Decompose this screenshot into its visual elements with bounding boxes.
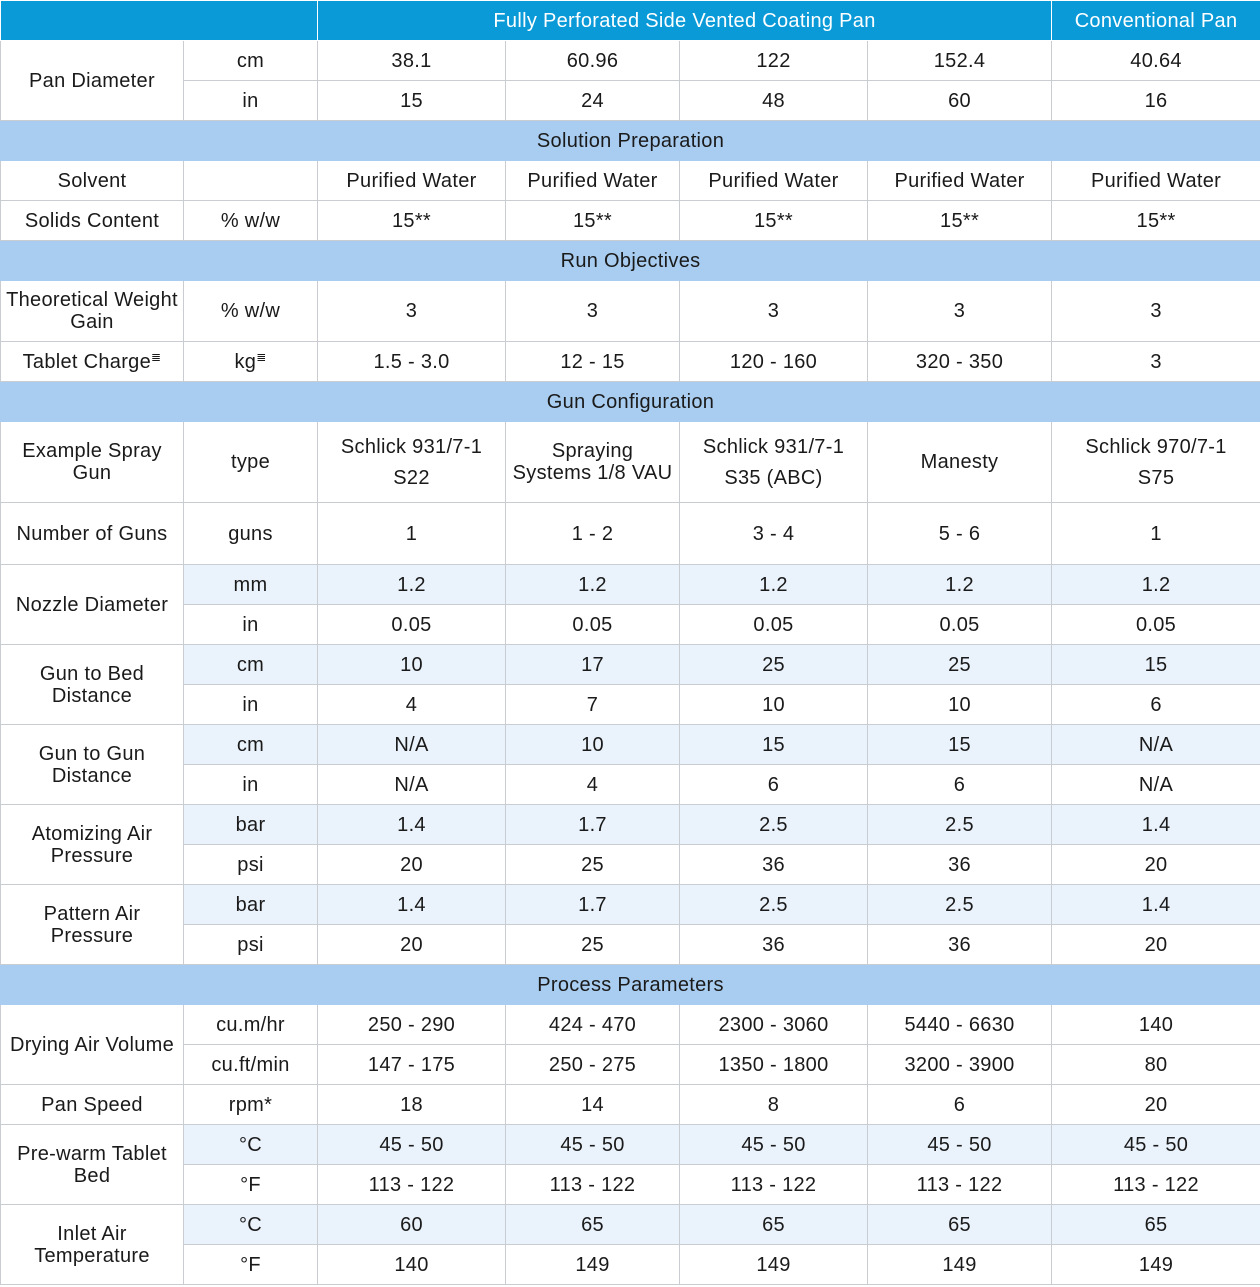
value-cell: 20 xyxy=(1052,845,1260,885)
value-cell: 17 xyxy=(506,645,680,685)
value-cell: Purified Water xyxy=(680,161,868,201)
value-cell: 1350 - 1800 xyxy=(680,1045,868,1085)
value-cell: 1 xyxy=(1052,503,1260,565)
row-label: Pan Diameter xyxy=(1,41,184,121)
value-cell xyxy=(868,422,1052,503)
section-row xyxy=(1,382,1260,422)
value-cell: 3 xyxy=(506,281,680,342)
value-cell: 2.5 xyxy=(680,885,868,925)
unit-cell: mm xyxy=(184,565,318,605)
value-cell: 1.5 - 3.0 xyxy=(318,342,506,382)
row-label: Theoretical Weight Gain xyxy=(1,281,184,342)
value-cell: Purified Water xyxy=(318,161,506,201)
unit-cell: in xyxy=(184,605,318,645)
unit-cell: cm xyxy=(184,645,318,685)
value-cell: 10 xyxy=(318,645,506,685)
row-label xyxy=(1,342,184,382)
value-cell: 45 - 50 xyxy=(1052,1125,1260,1165)
value-cell: 3 xyxy=(318,281,506,342)
value-cell xyxy=(506,422,680,503)
value-cell: 3 xyxy=(868,281,1052,342)
table-row xyxy=(1,201,1260,241)
value-cell: 80 xyxy=(1052,1045,1260,1085)
value-cell: N/A xyxy=(1052,765,1260,805)
value-cell: 3 xyxy=(1052,342,1260,382)
unit-text: kg xyxy=(234,350,257,373)
value-cell: 24 xyxy=(506,81,680,121)
value-cell: 12 - 15 xyxy=(506,342,680,382)
gun-nozzle-code: S35 (ABC) xyxy=(724,466,823,489)
unit-cell: guns xyxy=(184,503,318,565)
unit-cell: °F xyxy=(184,1165,318,1205)
unit-cell: in xyxy=(184,81,318,121)
value-cell: 15 xyxy=(868,725,1052,765)
value-cell: 36 xyxy=(868,925,1052,965)
row-label: Example Spray Gun xyxy=(1,422,184,503)
row-label: Solvent xyxy=(1,161,184,201)
value-cell xyxy=(1052,422,1260,503)
value-cell: 45 - 50 xyxy=(318,1125,506,1165)
table-row xyxy=(1,342,1260,382)
value-cell: N/A xyxy=(318,725,506,765)
value-cell: Purified Water xyxy=(1052,161,1260,201)
header-perforated-pan: Fully Perforated Side Vented Coating Pan xyxy=(318,1,1052,41)
value-cell: 5 - 6 xyxy=(868,503,1052,565)
value-cell: 15** xyxy=(1052,201,1260,241)
value-cell: 8 xyxy=(680,1085,868,1125)
value-cell: 60 xyxy=(318,1205,506,1245)
gun-model: Spraying Systems 1/8 VAU xyxy=(512,440,673,484)
unit-cell: cu.m/hr xyxy=(184,1005,318,1045)
value-cell: 113 - 122 xyxy=(1052,1165,1260,1205)
footnote-mark: ≣ xyxy=(256,349,267,364)
header-row xyxy=(1,1,1260,41)
value-cell: 6 xyxy=(868,765,1052,805)
row-label-text: Tablet Charge xyxy=(22,350,152,373)
value-cell: 18 xyxy=(318,1085,506,1125)
table-row xyxy=(1,41,1260,81)
value-cell: 149 xyxy=(1052,1245,1260,1285)
unit-cell: bar xyxy=(184,885,318,925)
section-header: Gun Configuration xyxy=(1,382,1260,422)
table-row xyxy=(1,1165,1260,1205)
section-row xyxy=(1,241,1260,281)
table-row xyxy=(1,805,1260,845)
value-cell: 15** xyxy=(506,201,680,241)
value-cell: 20 xyxy=(318,845,506,885)
value-cell: 16 xyxy=(1052,81,1260,121)
value-cell: 2.5 xyxy=(868,805,1052,845)
table-row xyxy=(1,503,1260,565)
unit-cell: type xyxy=(184,422,318,503)
value-cell: 0.05 xyxy=(868,605,1052,645)
value-cell: 113 - 122 xyxy=(868,1165,1052,1205)
unit-cell: °F xyxy=(184,1245,318,1285)
value-cell: 250 - 275 xyxy=(506,1045,680,1085)
value-cell: 65 xyxy=(1052,1205,1260,1245)
value-cell: N/A xyxy=(318,765,506,805)
value-cell: 1.7 xyxy=(506,885,680,925)
value-cell: 15 xyxy=(680,725,868,765)
row-label: Pre-warm Tablet Bed xyxy=(1,1125,184,1205)
value-cell: 20 xyxy=(1052,1085,1260,1125)
gun-nozzle-code: S75 xyxy=(1137,466,1175,489)
value-cell: 25 xyxy=(506,845,680,885)
table-row xyxy=(1,725,1260,765)
value-cell: 149 xyxy=(868,1245,1052,1285)
value-cell: 1.4 xyxy=(1052,805,1260,845)
value-cell: 40.64 xyxy=(1052,41,1260,81)
table-row xyxy=(1,925,1260,965)
value-cell: 0.05 xyxy=(680,605,868,645)
unit-cell: bar xyxy=(184,805,318,845)
unit-cell: psi xyxy=(184,925,318,965)
section-row xyxy=(1,965,1260,1005)
value-cell: 15** xyxy=(680,201,868,241)
value-cell: 1.4 xyxy=(318,885,506,925)
table-row xyxy=(1,645,1260,685)
unit-cell: psi xyxy=(184,845,318,885)
row-label: Pan Speed xyxy=(1,1085,184,1125)
gun-model: Manesty xyxy=(920,451,999,473)
value-cell: 45 - 50 xyxy=(868,1125,1052,1165)
value-cell: 4 xyxy=(318,685,506,725)
value-cell: 120 - 160 xyxy=(680,342,868,382)
value-cell: 2.5 xyxy=(680,805,868,845)
table-row xyxy=(1,765,1260,805)
unit-cell: °C xyxy=(184,1205,318,1245)
value-cell: 0.05 xyxy=(1052,605,1260,645)
unit-cell xyxy=(184,342,318,382)
value-cell: 1.4 xyxy=(1052,885,1260,925)
unit-cell: cm xyxy=(184,725,318,765)
value-cell: 113 - 122 xyxy=(506,1165,680,1205)
value-cell: 14 xyxy=(506,1085,680,1125)
table-row xyxy=(1,565,1260,605)
row-label: Drying Air Volume xyxy=(1,1005,184,1085)
value-cell: 0.05 xyxy=(318,605,506,645)
section-header: Run Objectives xyxy=(1,241,1260,281)
section-row xyxy=(1,121,1260,161)
table-row xyxy=(1,81,1260,121)
value-cell: 25 xyxy=(680,645,868,685)
value-cell: 1 - 2 xyxy=(506,503,680,565)
value-cell: 25 xyxy=(506,925,680,965)
unit-cell: °C xyxy=(184,1125,318,1165)
value-cell: 65 xyxy=(868,1205,1052,1245)
value-cell: 1.2 xyxy=(506,565,680,605)
value-cell: 6 xyxy=(680,765,868,805)
value-cell: Purified Water xyxy=(506,161,680,201)
value-cell xyxy=(680,422,868,503)
value-cell: 4 xyxy=(506,765,680,805)
value-cell: 250 - 290 xyxy=(318,1005,506,1045)
value-cell: 152.4 xyxy=(868,41,1052,81)
row-label: Gun to Gun Distance xyxy=(1,725,184,805)
unit-cell: % w/w xyxy=(184,281,318,342)
row-label: Number of Guns xyxy=(1,503,184,565)
value-cell: 0.05 xyxy=(506,605,680,645)
table-row xyxy=(1,685,1260,725)
row-label: Atomizing Air Pressure xyxy=(1,805,184,885)
table-row xyxy=(1,1245,1260,1285)
value-cell: 1.2 xyxy=(318,565,506,605)
value-cell: 1.4 xyxy=(318,805,506,845)
unit-cell: cu.ft/min xyxy=(184,1045,318,1085)
value-cell: 15 xyxy=(318,81,506,121)
value-cell: 7 xyxy=(506,685,680,725)
value-cell: 38.1 xyxy=(318,41,506,81)
unit-cell: rpm* xyxy=(184,1085,318,1125)
value-cell: 60 xyxy=(868,81,1052,121)
table-row xyxy=(1,1125,1260,1165)
value-cell: 45 - 50 xyxy=(680,1125,868,1165)
value-cell: 45 - 50 xyxy=(506,1125,680,1165)
value-cell: 3200 - 3900 xyxy=(868,1045,1052,1085)
value-cell: 65 xyxy=(680,1205,868,1245)
row-label: Nozzle Diameter xyxy=(1,565,184,645)
table-row xyxy=(1,1205,1260,1245)
gun-nozzle-code: S22 xyxy=(393,466,430,489)
value-cell: 25 xyxy=(868,645,1052,685)
row-label: Gun to Bed Distance xyxy=(1,645,184,725)
table-row xyxy=(1,885,1260,925)
value-cell xyxy=(318,422,506,503)
value-cell: 140 xyxy=(318,1245,506,1285)
footnote-mark: ≣ xyxy=(151,349,162,364)
table-row xyxy=(1,281,1260,342)
table-row xyxy=(1,845,1260,885)
value-cell: 6 xyxy=(1052,685,1260,725)
value-cell: 48 xyxy=(680,81,868,121)
value-cell: 113 - 122 xyxy=(680,1165,868,1205)
gun-model: Schlick 931/7-1 xyxy=(702,435,845,458)
table-row xyxy=(1,605,1260,645)
table-row xyxy=(1,1005,1260,1045)
value-cell: 320 - 350 xyxy=(868,342,1052,382)
value-cell: 15** xyxy=(868,201,1052,241)
value-cell: 20 xyxy=(1052,925,1260,965)
section-header: Process Parameters xyxy=(1,965,1260,1005)
value-cell: 6 xyxy=(868,1085,1052,1125)
header-conventional-pan: Conventional Pan xyxy=(1052,1,1260,41)
header-blank xyxy=(1,1,318,41)
value-cell: 15 xyxy=(1052,645,1260,685)
table-row xyxy=(1,422,1260,503)
value-cell: 113 - 122 xyxy=(318,1165,506,1205)
value-cell: 10 xyxy=(506,725,680,765)
value-cell: 3 xyxy=(1052,281,1260,342)
value-cell: 140 xyxy=(1052,1005,1260,1045)
unit-cell: in xyxy=(184,685,318,725)
value-cell: 36 xyxy=(868,845,1052,885)
value-cell: 15** xyxy=(318,201,506,241)
value-cell: 1.2 xyxy=(680,565,868,605)
value-cell: 1 xyxy=(318,503,506,565)
value-cell: 1.2 xyxy=(868,565,1052,605)
value-cell: 65 xyxy=(506,1205,680,1245)
row-label: Pattern Air Pressure xyxy=(1,885,184,965)
value-cell: 5440 - 6630 xyxy=(868,1005,1052,1045)
gun-model: Schlick 931/7-1 xyxy=(340,435,483,458)
value-cell: 60.96 xyxy=(506,41,680,81)
section-header: Solution Preparation xyxy=(1,121,1260,161)
unit-cell: cm xyxy=(184,41,318,81)
value-cell: 122 xyxy=(680,41,868,81)
value-cell: 36 xyxy=(680,845,868,885)
unit-cell: % w/w xyxy=(184,201,318,241)
value-cell: 20 xyxy=(318,925,506,965)
value-cell: 2.5 xyxy=(868,885,1052,925)
table-row xyxy=(1,161,1260,201)
value-cell: 1.2 xyxy=(1052,565,1260,605)
value-cell: 10 xyxy=(680,685,868,725)
gun-model: Schlick 970/7-1 xyxy=(1085,435,1227,458)
value-cell: 36 xyxy=(680,925,868,965)
value-cell: 149 xyxy=(506,1245,680,1285)
unit-cell xyxy=(184,161,318,201)
row-label: Solids Content xyxy=(1,201,184,241)
row-label: Inlet Air Temperature xyxy=(1,1205,184,1285)
value-cell: 149 xyxy=(680,1245,868,1285)
value-cell: Purified Water xyxy=(868,161,1052,201)
value-cell: 3 xyxy=(680,281,868,342)
value-cell: 10 xyxy=(868,685,1052,725)
value-cell: 3 - 4 xyxy=(680,503,868,565)
value-cell: 2300 - 3060 xyxy=(680,1005,868,1045)
unit-cell: in xyxy=(184,765,318,805)
value-cell: 424 - 470 xyxy=(506,1005,680,1045)
table-row xyxy=(1,1085,1260,1125)
value-cell: N/A xyxy=(1052,725,1260,765)
value-cell: 1.7 xyxy=(506,805,680,845)
value-cell: 147 - 175 xyxy=(318,1045,506,1085)
table-row xyxy=(1,1045,1260,1085)
